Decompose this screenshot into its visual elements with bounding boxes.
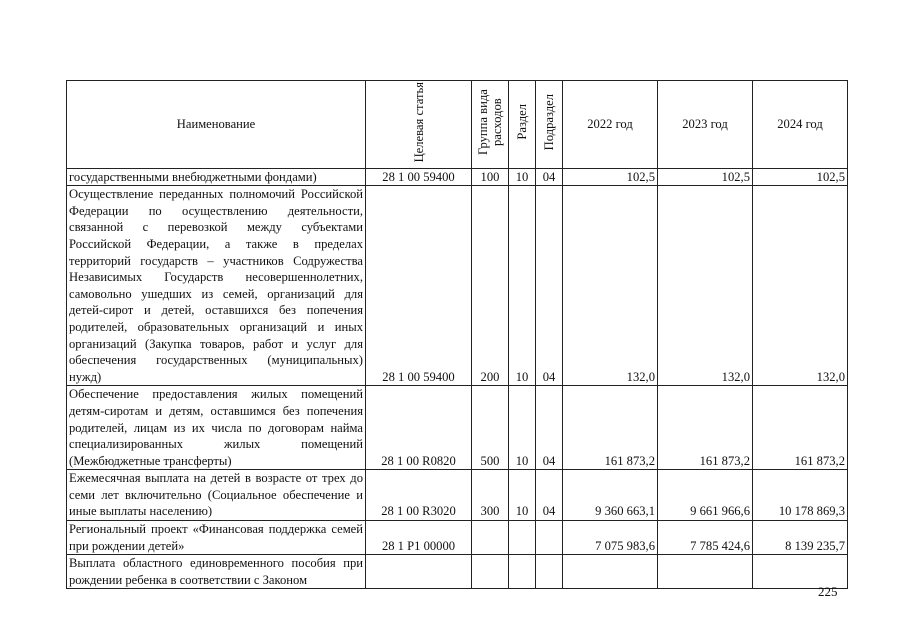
row-group: 100 (472, 168, 509, 186)
page-number: 225 (818, 584, 838, 599)
row-subsection (536, 521, 563, 555)
table-row (67, 470, 848, 521)
row-group: 200 (472, 186, 509, 386)
table-body (67, 168, 848, 589)
table-row (67, 386, 848, 470)
row-group (472, 521, 509, 555)
row-2024: 10 178 869,3 (753, 470, 848, 521)
row-2024: 8 139 235,7 (753, 521, 848, 555)
row-section: 10 (509, 386, 536, 470)
budget-table (66, 80, 848, 589)
header-2022 (563, 81, 658, 169)
row-name: Выплата областного единовременного пособия при рождении ребенка в соответствии с Законом (67, 555, 366, 589)
row-2022: 9 360 663,1 (563, 470, 658, 521)
row-subsection (536, 555, 563, 589)
row-name: Региональный проект «Финансовая поддержка семей при рождении детей» (67, 521, 366, 555)
row-2022: 102,5 (563, 168, 658, 186)
row-group: 300 (472, 470, 509, 521)
header-2022-label: 2022 год (587, 117, 633, 131)
row-article: 28 1 00 R3020 (366, 470, 472, 521)
header-2023 (658, 81, 753, 169)
row-article: 28 1 00 R0820 (366, 386, 472, 470)
table-header-row (67, 81, 848, 169)
header-2024-label: 2024 год (777, 117, 823, 131)
header-name-label: Наименование (176, 117, 256, 131)
header-expense-group (472, 81, 509, 169)
row-2023: 161 873,2 (658, 386, 753, 470)
header-target-article (366, 81, 472, 169)
row-2022: 161 873,2 (563, 386, 658, 470)
row-2024: 132,0 (753, 186, 848, 386)
row-2023: 7 785 424,6 (658, 521, 753, 555)
row-name: Осуществление переданных полномочий Российской Федерации по осуществлению деятельности, связанной с перевозкой между субъектами Российской Федерации, а также в пределах территорий государств – участников Содружества Независимых Государств несовершеннолетних, самовольно ушедших из семей, организаций для детей-сирот и детей, оставшихся без попечения родителей, образовательных организаций и иных организаций (Закупка товаров, работ и услуг для обеспечения государственных (муниципальных) нужд) (67, 186, 366, 386)
row-subsection: 04 (536, 186, 563, 386)
row-2022: 132,0 (563, 186, 658, 386)
row-2023: 9 661 966,6 (658, 470, 753, 521)
row-2022: 7 075 983,6 (563, 521, 658, 555)
row-2023: 132,0 (658, 186, 753, 386)
row-2024: 161 873,2 (753, 386, 848, 470)
header-name (67, 81, 366, 169)
header-2024 (753, 81, 848, 169)
header-section-label: Раздел (515, 104, 529, 140)
row-section: 10 (509, 470, 536, 521)
row-subsection: 04 (536, 386, 563, 470)
header-2023-label: 2023 год (682, 117, 728, 131)
header-expense-group-label: Группа вида расходов (476, 89, 504, 155)
row-article: 28 1 00 59400 (366, 168, 472, 186)
table-row (67, 521, 848, 555)
row-group (472, 555, 509, 589)
row-section (509, 521, 536, 555)
row-2023: 102,5 (658, 168, 753, 186)
row-name: Обеспечение предоставления жилых помещений детям-сиротам и детям, оставшимся без попечения родителей, лицам из их числа по договорам найма специализированных жилых помещений (Межбюджетные трансферты) (67, 386, 366, 470)
row-subsection: 04 (536, 470, 563, 521)
row-article: 28 1 00 59400 (366, 186, 472, 386)
row-section (509, 555, 536, 589)
row-name: Ежемесячная выплата на детей в возрасте от трех до семи лет включительно (Социальное обеспечение и иные выплаты населению) (67, 470, 366, 521)
header-section (509, 81, 536, 169)
table-row (67, 186, 848, 386)
header-subsection-label: Подраздел (542, 93, 556, 151)
row-2023 (658, 555, 753, 589)
header-subsection (536, 81, 563, 169)
row-subsection: 04 (536, 168, 563, 186)
table-row (67, 168, 848, 186)
table-row (67, 555, 848, 589)
row-article: 28 1 P1 00000 (366, 521, 472, 555)
row-article (366, 555, 472, 589)
row-section: 10 (509, 168, 536, 186)
header-target-article-label: Целевая статья (411, 81, 426, 163)
row-2024: 102,5 (753, 168, 848, 186)
row-name: государственными внебюджетными фондами) (67, 168, 366, 186)
row-2022 (563, 555, 658, 589)
row-group: 500 (472, 386, 509, 470)
row-section: 10 (509, 186, 536, 386)
